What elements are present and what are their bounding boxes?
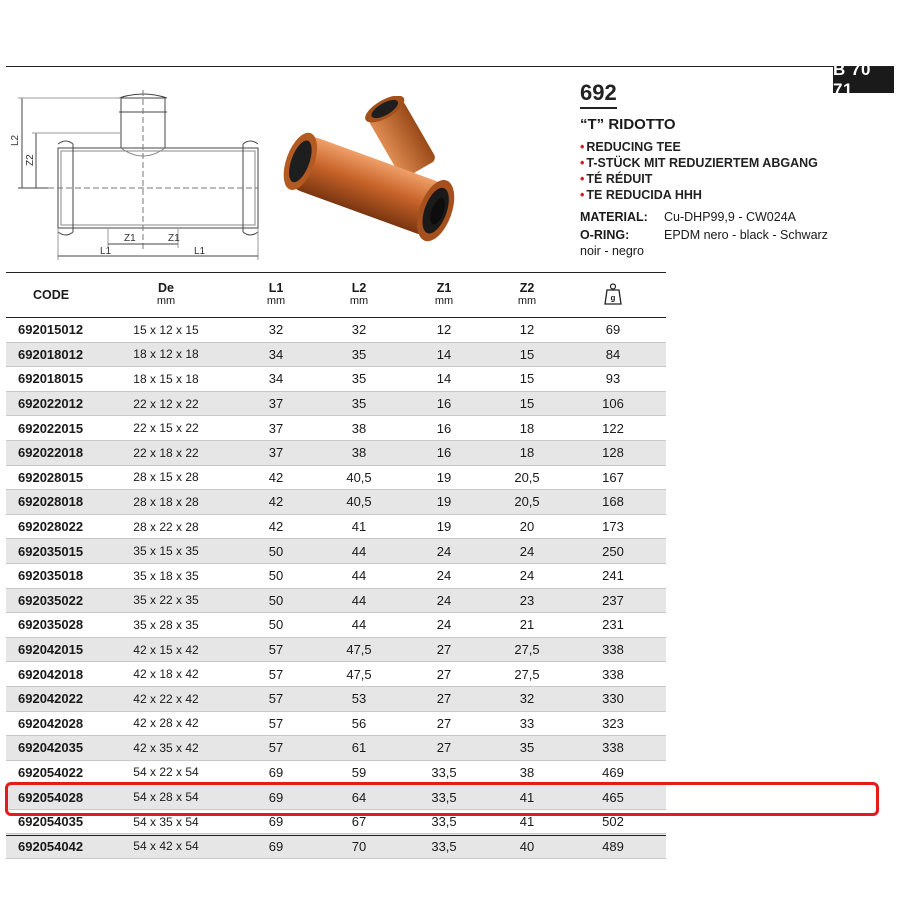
cell-z1: 24: [436, 543, 452, 559]
weight-unit: g: [610, 293, 616, 302]
cell-l1: 69: [268, 838, 284, 854]
table-row: [6, 392, 666, 417]
bullet-icon: •: [580, 188, 585, 202]
cell-l1: 69: [268, 789, 284, 805]
cell-code: 692042015: [18, 642, 84, 658]
cell-z1: 33,5: [431, 764, 457, 780]
oring-value-2: noir - negro: [580, 244, 644, 258]
cell-code: 692022018: [18, 445, 84, 461]
cell-l1: 57: [268, 691, 284, 707]
cell-z1: 24: [436, 617, 452, 633]
bullet-icon: •: [580, 140, 585, 154]
cell-code: 692022012: [18, 396, 84, 412]
product-info: [580, 80, 830, 259]
material-value: Cu-DHP99,9 - CW024A: [664, 210, 796, 224]
cell-weight: 330: [602, 691, 624, 707]
cell-z1: 27: [436, 691, 452, 707]
cell-z2: 15: [519, 371, 535, 387]
weight-icon: [604, 283, 622, 305]
translation-item: • TE REDUCIDA HHH: [580, 188, 702, 202]
cell-de: 15 x 12 x 15: [133, 322, 199, 337]
cell-de: 28 x 15 x 28: [133, 470, 199, 485]
cell-z1: 27: [436, 666, 452, 682]
cell-de: 54 x 22 x 54: [133, 765, 199, 780]
cell-z2: 38: [519, 764, 535, 780]
cell-l1: 42: [268, 494, 284, 510]
cell-l2: 67: [351, 814, 367, 830]
table-row: [6, 441, 666, 466]
table-row: [6, 687, 666, 712]
cell-z2: 24: [519, 543, 535, 559]
cell-z1: 16: [436, 396, 452, 412]
cell-de: 54 x 35 x 54: [133, 814, 199, 829]
cell-z1: 33,5: [431, 838, 457, 854]
cell-l1: 69: [268, 764, 284, 780]
material-label: MATERIAL:: [580, 210, 648, 224]
product-number: 692: [580, 80, 617, 109]
cell-de: 22 x 15 x 22: [133, 421, 199, 436]
cell-l2: 38: [351, 445, 367, 461]
table-row: [6, 564, 666, 589]
cell-z2: 18: [519, 420, 535, 436]
bottom-rule: [6, 835, 666, 836]
cell-l1: 34: [268, 346, 284, 362]
cell-code: 692035022: [18, 592, 84, 608]
cell-z2: 41: [519, 789, 535, 805]
cell-de: 42 x 18 x 42: [133, 667, 199, 682]
cell-z1: 16: [436, 420, 452, 436]
table-row: [6, 343, 666, 368]
cell-z1: 19: [436, 469, 452, 485]
cell-code: 692054022: [18, 764, 84, 780]
cell-z2: 41: [519, 814, 535, 830]
cell-l2: 53: [351, 691, 367, 707]
cell-z1: 27: [436, 715, 452, 731]
cell-l2: 38: [351, 420, 367, 436]
cell-code: 692042018: [18, 666, 84, 682]
cell-code: 692042022: [18, 691, 84, 707]
cell-de: 35 x 28 x 35: [133, 617, 199, 632]
cell-de: 35 x 22 x 35: [133, 593, 199, 608]
dim-l1-right-label: L1: [194, 246, 206, 257]
cell-de: 35 x 18 x 35: [133, 568, 199, 583]
cell-z2: 12: [519, 322, 535, 338]
cell-de: 28 x 18 x 28: [133, 494, 199, 509]
cell-de: 42 x 35 x 42: [133, 740, 199, 755]
table-row: [6, 367, 666, 392]
oring-spec-continued: [580, 243, 830, 259]
table-row: [6, 416, 666, 441]
cell-z1: 19: [436, 494, 452, 510]
dim-z1-right-label: Z1: [168, 233, 180, 244]
cell-l2: 47,5: [346, 666, 372, 682]
oring-spec: [580, 227, 830, 243]
cell-weight: 323: [602, 715, 624, 731]
cell-l1: 57: [268, 642, 284, 658]
dim-z1-left-label: Z1: [124, 233, 136, 244]
cell-z1: 19: [436, 519, 452, 535]
cell-de: 42 x 22 x 42: [133, 691, 199, 706]
cell-z2: 27,5: [514, 666, 540, 682]
table-row: [6, 736, 666, 761]
table-row: [6, 834, 666, 859]
cell-z1: 24: [436, 592, 452, 608]
material-spec: [580, 209, 830, 225]
cell-weight: 237: [602, 592, 624, 608]
cell-de: 22 x 12 x 22: [133, 396, 199, 411]
translation-item: • T-STÜCK MIT REDUZIERTEM ABGANG: [580, 156, 818, 170]
cell-weight: 241: [602, 568, 624, 584]
cell-l1: 37: [268, 420, 284, 436]
cell-z1: 27: [436, 740, 452, 756]
bullet-icon: •: [580, 156, 585, 170]
cell-l1: 32: [268, 322, 284, 338]
cell-code: 692028015: [18, 469, 84, 485]
cell-weight: 469: [602, 764, 624, 780]
header-l2: L2 mm: [349, 281, 369, 307]
translation-item: • REDUCING TEE: [580, 140, 681, 154]
cell-code: 692054042: [18, 838, 84, 854]
cell-weight: 93: [605, 371, 621, 387]
cell-weight: 128: [602, 445, 624, 461]
cell-code: 692018015: [18, 371, 84, 387]
cell-l1: 42: [268, 519, 284, 535]
cell-l2: 44: [351, 617, 367, 633]
table-row: [6, 515, 666, 540]
cell-z2: 35: [519, 740, 535, 756]
dim-l2-label: L2: [10, 134, 21, 146]
table-row: [6, 490, 666, 515]
product-title: “T” RIDOTTO: [580, 116, 676, 133]
cell-z2: 23: [519, 592, 535, 608]
cell-de: 22 x 18 x 22: [133, 445, 199, 460]
cell-l2: 35: [351, 346, 367, 362]
cell-weight: 122: [602, 420, 624, 436]
cell-l2: 44: [351, 568, 367, 584]
table-row: [6, 638, 666, 663]
cell-weight: 84: [605, 346, 621, 362]
cell-l2: 35: [351, 371, 367, 387]
cell-weight: 465: [602, 789, 624, 805]
cell-code: 692022015: [18, 420, 84, 436]
cell-de: 18 x 15 x 18: [133, 371, 199, 386]
catalog-page-badge: B 70 71: [833, 67, 894, 93]
cell-l1: 37: [268, 445, 284, 461]
cell-l2: 32: [351, 322, 367, 338]
cell-l1: 42: [268, 469, 284, 485]
cell-z2: 18: [519, 445, 535, 461]
cell-z2: 20: [519, 519, 535, 535]
cell-l2: 70: [351, 838, 367, 854]
cell-l2: 47,5: [346, 642, 372, 658]
table-row: [6, 539, 666, 564]
cell-z1: 16: [436, 445, 452, 461]
cell-code: 692054028: [18, 789, 84, 805]
cell-de: 42 x 28 x 42: [133, 716, 199, 731]
cell-weight: 167: [602, 469, 624, 485]
cell-l2: 56: [351, 715, 367, 731]
cell-weight: 502: [602, 814, 624, 830]
dim-l1-left-label: L1: [100, 246, 112, 257]
cell-l2: 44: [351, 592, 367, 608]
cell-l2: 61: [351, 740, 367, 756]
cell-z2: 20,5: [514, 469, 540, 485]
cell-z2: 15: [519, 396, 535, 412]
cell-z2: 15: [519, 346, 535, 362]
cell-l2: 44: [351, 543, 367, 559]
cell-z2: 21: [519, 617, 535, 633]
cell-z1: 24: [436, 568, 452, 584]
cell-z2: 24: [519, 568, 535, 584]
cell-z1: 14: [436, 371, 452, 387]
header-z1: Z1 mm: [434, 281, 454, 307]
cell-z2: 33: [519, 715, 535, 731]
cell-l1: 57: [268, 715, 284, 731]
oring-label: O-RING:: [580, 228, 630, 242]
cell-code: 692028022: [18, 519, 84, 535]
cell-l1: 50: [268, 617, 284, 633]
cell-weight: 338: [602, 740, 624, 756]
cell-weight: 489: [602, 838, 624, 854]
table-row: [6, 662, 666, 687]
cell-l1: 57: [268, 666, 284, 682]
cell-de: 54 x 42 x 54: [133, 839, 199, 854]
cell-de: 35 x 15 x 35: [133, 544, 199, 559]
dimension-table: [6, 272, 666, 859]
cell-weight: 69: [605, 322, 621, 338]
dim-z2-label: Z2: [25, 154, 36, 166]
cell-code: 692035015: [18, 543, 84, 559]
cell-z2: 27,5: [514, 642, 540, 658]
cell-l2: 35: [351, 396, 367, 412]
cell-z2: 20,5: [514, 494, 540, 510]
header-z2: Z2 mm: [517, 281, 537, 307]
header-code: CODE: [32, 287, 70, 302]
table-row: [6, 613, 666, 638]
highlighted-row-outline: [5, 782, 879, 816]
bullet-icon: •: [580, 172, 585, 186]
header-weight: [568, 283, 658, 308]
cell-l1: 34: [268, 371, 284, 387]
cell-code: 692015012: [18, 322, 84, 338]
cell-l2: 59: [351, 764, 367, 780]
cell-weight: 173: [602, 519, 624, 535]
cell-code: 692028018: [18, 494, 84, 510]
cell-weight: 231: [602, 617, 624, 633]
cell-weight: 168: [602, 494, 624, 510]
table-body: [6, 318, 666, 859]
cell-z1: 14: [436, 346, 452, 362]
cell-de: 28 x 22 x 28: [133, 519, 199, 534]
cell-code: 692042035: [18, 740, 84, 756]
cell-z1: 27: [436, 642, 452, 658]
translation-item: • TÉ RÉDUIT: [580, 172, 653, 186]
cell-l1: 69: [268, 814, 284, 830]
cell-l2: 64: [351, 789, 367, 805]
cell-de: 54 x 28 x 54: [133, 790, 199, 805]
cell-de: 18 x 12 x 18: [133, 347, 199, 362]
cell-l2: 41: [351, 519, 367, 535]
product-photo: [268, 96, 468, 256]
top-rule: [6, 66, 894, 67]
technical-drawing: [8, 78, 263, 264]
cell-l1: 37: [268, 396, 284, 412]
cell-code: 692035028: [18, 617, 84, 633]
cell-weight: 338: [602, 642, 624, 658]
cell-code: 692054035: [18, 814, 84, 830]
table-row: [6, 466, 666, 491]
cell-z1: 33,5: [431, 789, 457, 805]
oring-value: EPDM nero - black - Schwarz: [664, 228, 828, 242]
cell-code: 692018012: [18, 346, 84, 362]
cell-weight: 338: [602, 666, 624, 682]
translation-list: [580, 139, 830, 203]
cell-l1: 57: [268, 740, 284, 756]
table-header: [6, 272, 666, 318]
table-row: [6, 318, 666, 343]
header-de: De mm: [156, 281, 176, 307]
cell-de: 42 x 15 x 42: [133, 642, 199, 657]
table-row: [6, 712, 666, 737]
cell-z2: 32: [519, 691, 535, 707]
cell-z1: 33,5: [431, 814, 457, 830]
cell-code: 692042028: [18, 715, 84, 731]
cell-l2: 40,5: [346, 469, 372, 485]
cell-code: 692035018: [18, 568, 84, 584]
cell-weight: 250: [602, 543, 624, 559]
cell-l1: 50: [268, 592, 284, 608]
cell-weight: 106: [602, 396, 624, 412]
cell-z2: 40: [519, 838, 535, 854]
cell-l1: 50: [268, 568, 284, 584]
cell-z1: 12: [436, 322, 452, 338]
table-row: [6, 589, 666, 614]
header-l1: L1 mm: [266, 281, 286, 307]
cell-l2: 40,5: [346, 494, 372, 510]
cell-l1: 50: [268, 543, 284, 559]
